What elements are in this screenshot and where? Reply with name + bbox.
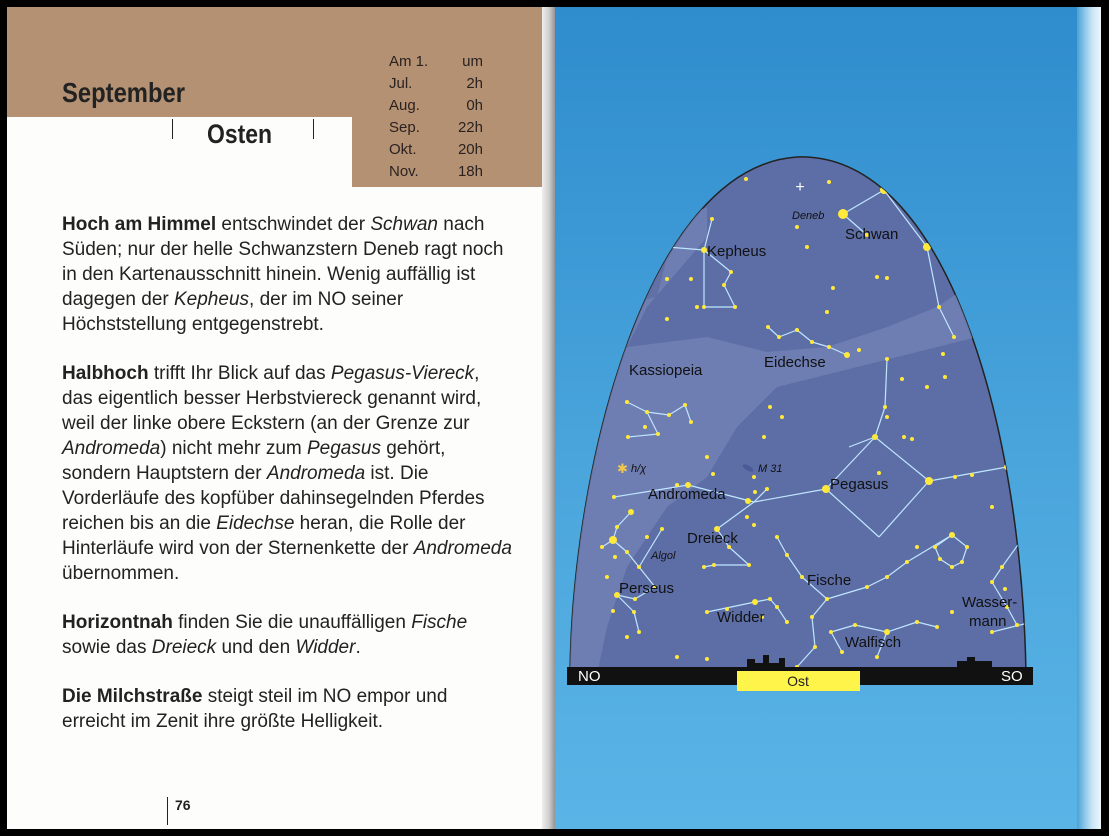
star-dot [949, 532, 955, 538]
star-dot [632, 610, 636, 614]
star-dot [875, 275, 879, 279]
constellation-label: Fische [807, 572, 852, 589]
time-table-hour: 22h [457, 119, 483, 136]
star-dot [885, 357, 889, 361]
month-title: September [62, 77, 186, 108]
star-dot [990, 580, 994, 584]
constellation-name: Eidechse [216, 513, 295, 534]
star-dot [883, 405, 887, 409]
star-dot [905, 560, 909, 564]
star-dot [729, 270, 733, 274]
star-dot [705, 455, 709, 459]
constellation-label: Andromeda [648, 486, 726, 503]
constellation-label: Schwan [845, 226, 899, 243]
star-dot [766, 325, 770, 329]
star-dot [831, 286, 835, 290]
star-dot [753, 490, 757, 494]
paragraph-text: sowie das [62, 637, 152, 658]
milky-way-dark [567, 247, 667, 307]
time-table-header-time: um [462, 53, 483, 70]
object-label: Algol [651, 550, 676, 562]
star-dot [643, 425, 647, 429]
object-label: M 31 [758, 463, 783, 475]
star-dot [875, 655, 879, 659]
star-dot [885, 575, 889, 579]
paragraph-text: trifft Ihr Blick auf das [148, 363, 331, 384]
star-dot [626, 435, 630, 439]
star-dot [785, 553, 789, 557]
star-dot [810, 615, 814, 619]
star-dot [675, 655, 679, 659]
time-table-month: Jul. [389, 75, 413, 92]
star-dot [600, 545, 604, 549]
paragraph-lead: Die Milchstraße [62, 686, 203, 707]
star-dot [902, 435, 906, 439]
star-dot [829, 630, 833, 634]
star-dot [625, 550, 629, 554]
star-dot [840, 650, 844, 654]
paragraph-text: heran, die Rolle der Hinterläufe wird von der Sternenkette der [62, 513, 466, 559]
star-dot [865, 585, 869, 589]
time-table-header-date: Am 1. [389, 53, 429, 70]
star-dot [665, 277, 669, 281]
star-dot [625, 400, 629, 404]
star-dot [780, 415, 784, 419]
star-dot [633, 597, 637, 601]
paragraph-text: ist. Die Vorderläufe des kopfüber dahinsegelnden Pferdes reichen bis an die [62, 463, 485, 534]
time-table-hour: 20h [457, 141, 483, 158]
star-map [7, 7, 1101, 829]
star-dot [683, 403, 687, 407]
star-dot [705, 657, 709, 661]
star-dot [1030, 620, 1034, 624]
star-dot [952, 335, 956, 339]
time-table-hour: 0h [466, 97, 483, 114]
star-dot [822, 485, 830, 493]
star-dot [765, 487, 769, 491]
star-dot [628, 509, 634, 515]
star-dot [1020, 510, 1024, 514]
star-dot [1003, 587, 1007, 591]
constellation-label: Kepheus [707, 243, 767, 260]
star-dot [885, 415, 889, 419]
constellation-name: Dreieck [151, 637, 217, 658]
constellation-label: Kassiopeia [629, 362, 703, 379]
paragraph-text: finden Sie die unauffälligen [172, 612, 412, 633]
star-dot [915, 545, 919, 549]
star-dot [702, 565, 706, 569]
star-dot [768, 597, 772, 601]
star-dot [722, 283, 726, 287]
star-dot [768, 405, 772, 409]
constellation-name: Pegasus-Viereck [330, 363, 475, 384]
constellation-name: Andromeda [62, 438, 161, 459]
book-spread [7, 7, 1101, 829]
star-dot [733, 305, 737, 309]
star-dot [777, 335, 781, 339]
star-dot [935, 625, 939, 629]
star-dot [827, 345, 831, 349]
paragraph-text: nach Süden; nur der helle Schwanzstern Deneb ragt noch in den Kartenausschnitt hinein. Wenig auffällig ist dagegen der [62, 214, 504, 310]
star-dot [1023, 533, 1027, 537]
cluster-marker: ✱ [617, 461, 628, 476]
constellation-label: Wasser- [962, 594, 1018, 611]
star-dot [991, 387, 995, 391]
star-dot [825, 310, 829, 314]
paragraph-lead: Halbhoch [62, 363, 149, 384]
star-dot [1015, 623, 1019, 627]
direction-title: Osten [207, 119, 273, 149]
star-dot [900, 377, 904, 381]
star-dot [611, 609, 615, 613]
star-dot [609, 536, 617, 544]
star-dot [660, 527, 664, 531]
paragraph-text: , der im NO seiner Höchststellung entgegenstrebt. [62, 289, 404, 335]
star-dot [810, 340, 814, 344]
star-dot [645, 535, 649, 539]
star-dot [665, 317, 669, 321]
star-dot [689, 277, 693, 281]
star-dot [990, 630, 994, 634]
constellation-name: Fische [411, 612, 468, 633]
star-dot [872, 434, 878, 440]
star-dot [745, 515, 749, 519]
star-dot [795, 328, 799, 332]
star-dot [615, 525, 619, 529]
constellation-name: Kepheus [174, 289, 250, 310]
object-label: Deneb [792, 210, 825, 222]
constellation-name: Pegasus [307, 438, 381, 459]
star-dot [877, 471, 881, 475]
star-dot [667, 413, 671, 417]
object-label: h/χ [631, 463, 647, 475]
star-dot [915, 620, 919, 624]
constellation-label: Dreieck [687, 530, 738, 547]
time-table-month: Nov. [389, 163, 419, 180]
star-dot [933, 545, 937, 549]
star-dot [689, 420, 693, 424]
horizon-label-ost: Ost [787, 673, 809, 689]
constellation-label: Pegasus [830, 476, 889, 493]
star-dot [960, 560, 964, 564]
paragraph-text: gehört, sondern Hauptstern der [62, 438, 446, 484]
star-dot [785, 620, 789, 624]
star-dot [941, 352, 945, 356]
constellation-name: Widder [295, 637, 356, 658]
star-dot [752, 599, 758, 605]
star-dot [1004, 464, 1010, 470]
constellation-name: Schwan [370, 214, 438, 235]
star-dot [970, 473, 974, 477]
paragraph-lead: Hoch am Himmel [62, 214, 217, 235]
constellation-label: Eidechse [764, 354, 826, 371]
star-dot [885, 276, 889, 280]
star-dot [825, 597, 829, 601]
star-dot [656, 432, 660, 436]
star-dot [943, 375, 947, 379]
star-dot [857, 348, 861, 352]
time-table-month: Sep. [389, 119, 420, 136]
star-dot [702, 305, 706, 309]
star-dot [752, 523, 756, 527]
star-dot [705, 610, 709, 614]
star-dot [775, 605, 779, 609]
paragraph-text: steigt steil im NO empor und erreicht im Zenit ihre größte Helligkeit. [62, 686, 448, 732]
star-dot [910, 437, 914, 441]
star-dot [637, 630, 641, 634]
star-dot [605, 575, 609, 579]
time-table-hour: 18h [457, 163, 483, 180]
star-dot [612, 495, 616, 499]
star-dot [805, 245, 809, 249]
star-dot [745, 498, 751, 504]
star-dot [613, 555, 617, 559]
star-dot [938, 557, 942, 561]
star-dot [762, 435, 766, 439]
star-dot [800, 575, 804, 579]
time-table-month: Aug. [389, 97, 420, 114]
star-dot [645, 410, 649, 414]
star-dot [925, 385, 929, 389]
star-dot [925, 477, 933, 485]
paragraph-text: übernommen. [62, 563, 180, 584]
star-dot [813, 645, 817, 649]
time-table-month: Okt. [389, 141, 417, 158]
star-dot [827, 180, 831, 184]
star-dot [795, 225, 799, 229]
constellation-name: Andromeda [413, 538, 512, 559]
star-dot [712, 563, 716, 567]
star-dot [950, 565, 954, 569]
star-dot [744, 177, 748, 181]
page-number: 76 [175, 797, 191, 813]
paragraph-lead: Horizontnah [62, 612, 173, 633]
star-dot [747, 563, 751, 567]
star-dot [937, 305, 941, 309]
star-dot [711, 472, 715, 476]
star-dot [637, 565, 641, 569]
zenith-marker: + [795, 179, 805, 196]
star-dot [990, 505, 994, 509]
constellation-label: mann [969, 613, 1007, 630]
star-dot [838, 209, 848, 219]
constellation-label: Widder [717, 609, 765, 626]
star-dot [1000, 565, 1004, 569]
horizon-label-no: NO [578, 668, 601, 685]
horizon-label-so: SO [1001, 668, 1023, 685]
constellation-label: Perseus [619, 580, 675, 597]
star-dot [953, 475, 957, 479]
star-dot [965, 545, 969, 549]
paragraph-text: und den [216, 637, 296, 658]
paragraph-text: , das eigentlich besser Herbstviereck genannt wird, weil der linke obere Eckstern (an der Grenze zur [62, 363, 482, 434]
constellation-label: Walfisch [845, 634, 902, 651]
star-dot [625, 635, 629, 639]
paragraph-text: ) nicht mehr zum [160, 438, 307, 459]
star-dot [844, 352, 850, 358]
constellation-line [1022, 512, 1037, 527]
star-dot [853, 623, 857, 627]
star-dot [710, 217, 714, 221]
star-dot [775, 535, 779, 539]
star-dot [752, 475, 756, 479]
star-dot [950, 610, 954, 614]
paragraph-text: . [355, 637, 361, 658]
star-dot [923, 243, 931, 251]
constellation-name: Andromeda [266, 463, 366, 484]
paragraph-text: entschwindet der [216, 214, 371, 235]
star-dot [695, 305, 699, 309]
time-table-hour: 2h [466, 75, 483, 92]
